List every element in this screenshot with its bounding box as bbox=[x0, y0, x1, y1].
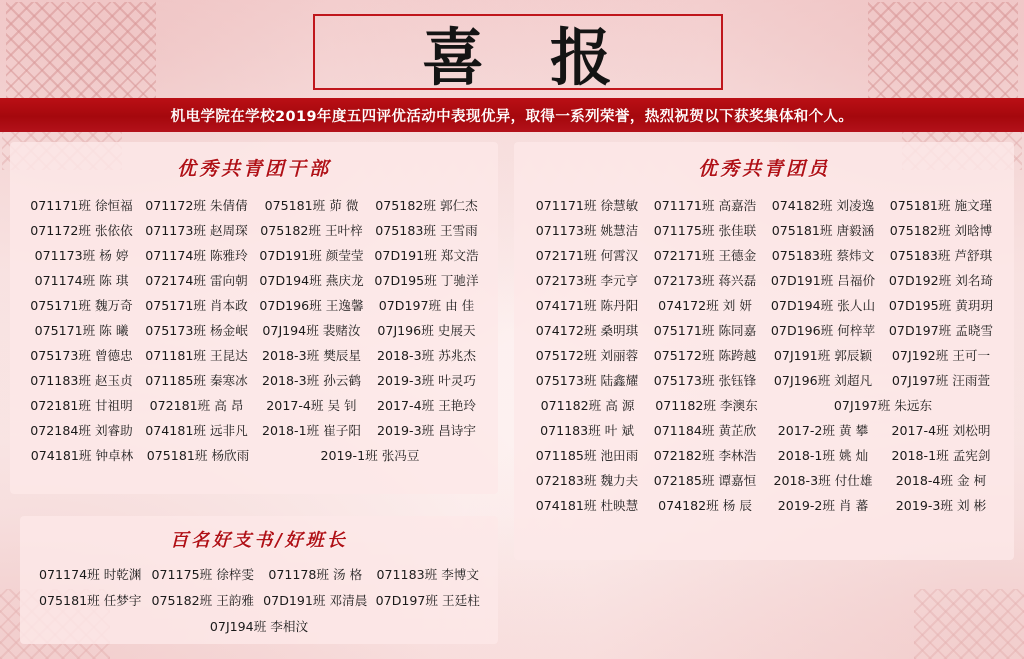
list-item: 071172班 朱倩倩 bbox=[145, 198, 248, 213]
list-item: 071183班 李博文 bbox=[376, 567, 479, 582]
list-item: 07J191班 郭辰颖 bbox=[773, 348, 873, 363]
list-item: 07J196班 史展天 bbox=[377, 323, 476, 338]
right-panel-rows bbox=[514, 193, 1014, 518]
table-row bbox=[528, 468, 1000, 493]
list-item: 072183班 魏力夫 bbox=[535, 473, 639, 488]
list-item: 07D197班 孟晓雪 bbox=[888, 323, 994, 338]
list-item: 071174班 时乾渊 bbox=[39, 567, 142, 582]
list-item: 071178班 汤 格 bbox=[268, 567, 363, 582]
list-item: 2018-1班 姚 灿 bbox=[777, 448, 869, 463]
list-item: 075183班 王雪雨 bbox=[375, 223, 478, 238]
decorative-pattern-top-right bbox=[868, 2, 1018, 98]
panel-excellent-league-cadres bbox=[10, 142, 498, 494]
list-item: 072185班 谭嘉恒 bbox=[653, 473, 757, 488]
table-row bbox=[528, 418, 1000, 443]
list-item: 2018-3班 孙云鹤 bbox=[262, 373, 361, 388]
list-item: 071181班 王昆达 bbox=[145, 348, 248, 363]
bottom-panel-title: 百名好支书/好班长 bbox=[170, 530, 348, 551]
list-item: 071183班 叶 斌 bbox=[540, 423, 634, 438]
panel-best-branch-secretary bbox=[20, 516, 498, 644]
table-row bbox=[24, 218, 484, 243]
right-panel-title: 优秀共青团员 bbox=[697, 158, 830, 180]
table-row bbox=[528, 293, 1000, 318]
list-item: 071171班 徐慧敏 bbox=[535, 198, 639, 213]
list-item: 072173班 李元亨 bbox=[535, 273, 639, 288]
list-item: 071185班 池田雨 bbox=[535, 448, 639, 463]
list-item: 075171班 魏万奇 bbox=[30, 298, 133, 313]
list-item: 07D191班 邓清晨 bbox=[263, 593, 368, 608]
list-item: 072173班 蒋兴磊 bbox=[653, 273, 757, 288]
list-item: 071173班 杨 婷 bbox=[34, 248, 129, 263]
list-item: 07D196班 王逸馨 bbox=[259, 298, 364, 313]
list-item: 2019-3班 昌诗宇 bbox=[377, 423, 476, 438]
list-item: 074172班 桑明琪 bbox=[535, 323, 639, 338]
list-item: 2019-3班 刘 彬 bbox=[895, 498, 987, 513]
list-item: 071171班 高嘉浩 bbox=[653, 198, 757, 213]
list-item: 2017-2班 黄 攀 bbox=[777, 423, 869, 438]
list-item: 071182班 高 源 bbox=[540, 398, 635, 413]
list-item: 072182班 李林浩 bbox=[653, 448, 757, 463]
list-item: 075182班 王韵雅 bbox=[151, 593, 254, 608]
list-item: 074182班 杨 辰 bbox=[658, 498, 752, 513]
list-item: 075181班 茆 微 bbox=[264, 198, 359, 213]
list-item: 075172班 陈跨越 bbox=[653, 348, 757, 363]
list-item: 071183班 赵玉贞 bbox=[30, 373, 133, 388]
list-item: 075171班 陈 曦 bbox=[34, 323, 129, 338]
list-item: 071172班 张依依 bbox=[30, 223, 133, 238]
left-panel-rows bbox=[10, 193, 498, 468]
list-item: 07D197班 王廷柱 bbox=[375, 593, 480, 608]
list-item: 075171班 陈同嘉 bbox=[653, 323, 757, 338]
list-item: 07D195班 丁驰洋 bbox=[374, 273, 479, 288]
decorative-pattern-bottom-right bbox=[914, 589, 1024, 659]
left-panel-title: 优秀共青团干部 bbox=[176, 158, 331, 180]
list-item: 072171班 王德金 bbox=[653, 248, 757, 263]
list-item: 07J197班 朱远东 bbox=[833, 398, 933, 413]
title-char-bao: 报 bbox=[550, 20, 615, 94]
decorative-pattern-top-left bbox=[6, 2, 156, 98]
list-item: 07D194班 燕庆龙 bbox=[259, 273, 364, 288]
list-item: 07J194班 李相汶 bbox=[209, 619, 309, 634]
list-item: 075173班 曾德忠 bbox=[30, 348, 133, 363]
table-row bbox=[24, 318, 484, 343]
table-row bbox=[528, 218, 1000, 243]
list-item: 071184班 黄芷欣 bbox=[653, 423, 757, 438]
list-item: 07D195班 黄玥玥 bbox=[888, 298, 994, 313]
list-item: 075173班 张钰锋 bbox=[653, 373, 757, 388]
table-row bbox=[34, 614, 484, 640]
table-row bbox=[528, 368, 1000, 393]
table-row bbox=[24, 268, 484, 293]
list-item: 072184班 刘睿助 bbox=[30, 423, 133, 438]
title-char-xi: 喜 bbox=[421, 20, 486, 94]
list-item: 071175班 张佳联 bbox=[653, 223, 757, 238]
list-item: 075181班 杨欣雨 bbox=[146, 448, 250, 463]
list-item: 075171班 肖本政 bbox=[145, 298, 248, 313]
list-item: 075181班 唐毅涵 bbox=[771, 223, 875, 238]
list-item: 07D191班 吕福价 bbox=[770, 273, 876, 288]
list-item: 2018-3班 樊辰星 bbox=[262, 348, 361, 363]
table-row bbox=[528, 318, 1000, 343]
list-item: 075173班 杨金岷 bbox=[145, 323, 248, 338]
list-item: 07J196班 刘超凡 bbox=[773, 373, 873, 388]
table-row bbox=[24, 368, 484, 393]
list-item: 075181班 任梦宇 bbox=[39, 593, 142, 608]
list-item: 07D191班 郑文浩 bbox=[374, 248, 479, 263]
list-item: 2019-1班 张冯豆 bbox=[320, 448, 420, 463]
list-item: 075173班 陆鑫耀 bbox=[535, 373, 639, 388]
table-row bbox=[24, 343, 484, 368]
list-item: 2018-4班 金 柯 bbox=[895, 473, 987, 488]
table-row bbox=[24, 443, 484, 468]
table-row bbox=[528, 493, 1000, 518]
list-item: 074171班 陈丹阳 bbox=[535, 298, 639, 313]
table-row bbox=[528, 193, 1000, 218]
list-item: 075172班 刘丽蓉 bbox=[535, 348, 639, 363]
list-item: 071174班 陈雅玲 bbox=[145, 248, 248, 263]
bottom-panel-rows bbox=[20, 562, 498, 640]
table-row bbox=[24, 418, 484, 443]
list-item: 2018-1班 孟宪剑 bbox=[891, 448, 991, 463]
list-item: 072181班 甘祖明 bbox=[30, 398, 133, 413]
list-item: 2018-1班 崔子阳 bbox=[262, 423, 361, 438]
list-item: 074172班 刘 妍 bbox=[658, 298, 752, 313]
list-item: 07J194班 裴赌汝 bbox=[262, 323, 361, 338]
list-item: 07D194班 张人山 bbox=[770, 298, 876, 313]
table-row bbox=[528, 268, 1000, 293]
table-row bbox=[528, 443, 1000, 468]
list-item: 07D196班 何梓苹 bbox=[770, 323, 876, 338]
announcement-text: 机电学院在学校2019年度五四评优活动中表现优异，取得一系列荣誉，热烈祝贺以下获奖集体和个人。 bbox=[170, 108, 854, 125]
table-row bbox=[24, 393, 484, 418]
list-item: 2018-3班 付仕雄 bbox=[773, 473, 873, 488]
list-item: 07D197班 由 佳 bbox=[378, 298, 475, 313]
list-item: 072174班 雷向朝 bbox=[145, 273, 248, 288]
announcement-banner bbox=[0, 98, 1024, 132]
table-row bbox=[34, 588, 484, 614]
list-item: 071185班 秦寒冰 bbox=[145, 373, 248, 388]
list-item: 07D191班 颜莹莹 bbox=[259, 248, 364, 263]
list-item: 07D192班 刘名琦 bbox=[888, 273, 994, 288]
list-item: 075183班 芦舒琪 bbox=[889, 248, 993, 263]
page-title bbox=[313, 6, 723, 98]
list-item: 2019-2班 肖 蕃 bbox=[777, 498, 869, 513]
list-item: 074182班 刘凌逸 bbox=[771, 198, 875, 213]
list-item: 075183班 蔡炜文 bbox=[771, 248, 875, 263]
table-row bbox=[528, 393, 1000, 418]
list-item: 071173班 姚慧洁 bbox=[535, 223, 639, 238]
list-item: 074181班 钟卓林 bbox=[30, 448, 134, 463]
list-item: 072181班 高 昂 bbox=[149, 398, 244, 413]
list-item: 07J197班 汪雨萱 bbox=[891, 373, 991, 388]
panel-excellent-league-members bbox=[514, 142, 1014, 560]
list-item: 2019-3班 叶灵巧 bbox=[377, 373, 476, 388]
list-item: 2017-4班 王艳玲 bbox=[377, 398, 476, 413]
list-item: 071182班 李澳东 bbox=[655, 398, 758, 413]
list-item: 075182班 王叶梓 bbox=[260, 223, 363, 238]
list-item: 072171班 何霄汉 bbox=[535, 248, 639, 263]
table-row bbox=[34, 562, 484, 588]
list-item: 071171班 徐恒福 bbox=[30, 198, 133, 213]
list-item: 075181班 施文瑾 bbox=[889, 198, 993, 213]
table-row bbox=[528, 343, 1000, 368]
list-item: 075182班 郭仁杰 bbox=[375, 198, 478, 213]
table-row bbox=[24, 193, 484, 218]
list-item: 2018-3班 苏兆杰 bbox=[377, 348, 476, 363]
list-item: 074181班 远非凡 bbox=[145, 423, 248, 438]
table-row bbox=[528, 243, 1000, 268]
list-item: 071174班 陈 琪 bbox=[34, 273, 129, 288]
table-row bbox=[24, 293, 484, 318]
list-item: 071175班 徐梓雯 bbox=[151, 567, 254, 582]
list-item: 2017-4班 吴 钊 bbox=[266, 398, 357, 413]
list-item: 074181班 杜映慧 bbox=[535, 498, 639, 513]
list-item: 075182班 刘晗博 bbox=[889, 223, 993, 238]
list-item: 2017-4班 刘松明 bbox=[891, 423, 991, 438]
list-item: 071173班 赵周琛 bbox=[145, 223, 248, 238]
list-item: 07J192班 王可一 bbox=[891, 348, 991, 363]
table-row bbox=[24, 243, 484, 268]
